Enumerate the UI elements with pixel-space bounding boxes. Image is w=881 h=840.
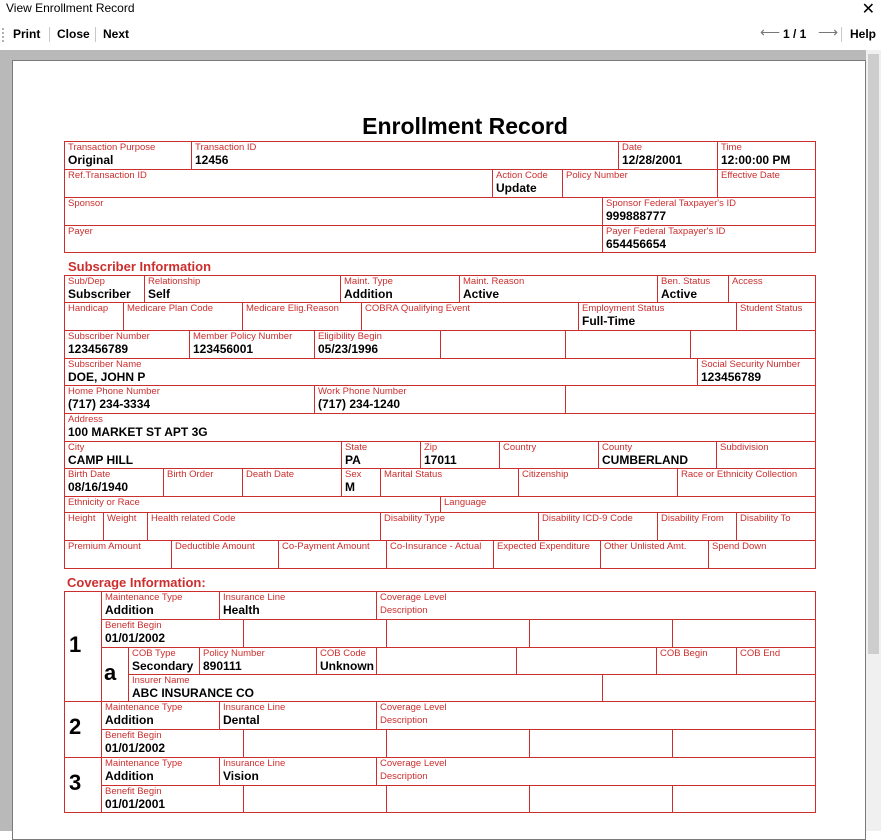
field-value: Active <box>661 287 698 301</box>
field-label: Birth Order <box>167 469 214 480</box>
member-policy-number-field <box>189 330 315 359</box>
field-value: CUMBERLAND <box>602 453 688 467</box>
field-label: Action Code <box>496 170 548 181</box>
field-value: Active <box>463 287 500 301</box>
field-label: Ben. Status <box>661 276 711 287</box>
subscriber-section-title: Subscriber Information <box>68 259 212 274</box>
window-title: View Enrollment Record <box>6 1 135 15</box>
field-label: Medicare Plan Code <box>127 303 214 314</box>
blank-field <box>529 729 673 758</box>
field-label: Sponsor <box>68 198 104 209</box>
field-value: 12:00:00 PM <box>721 153 791 167</box>
previous-page-icon[interactable]: ⟵ <box>760 24 781 40</box>
ben-status-field <box>657 275 729 303</box>
field-value: Addition <box>105 713 154 727</box>
health-code-field <box>147 512 381 541</box>
field-label: Citizenship <box>522 469 569 480</box>
field-label: Subscriber Name <box>68 359 142 370</box>
description-label: Description <box>380 715 428 726</box>
blank-field <box>672 619 816 648</box>
field-label: Coverage Level <box>380 702 447 713</box>
field-value: 17011 <box>424 453 457 467</box>
blank-field <box>565 385 816 414</box>
field-label: Marital Status <box>384 469 443 480</box>
medicare-plan-code-field <box>123 302 243 331</box>
close-button[interactable]: Close <box>57 27 90 41</box>
field-value: PA <box>345 453 361 467</box>
zip-field <box>420 441 500 469</box>
maintenance-type-field <box>101 757 220 786</box>
field-label: Social Security Number <box>701 359 801 370</box>
time-field <box>717 141 816 170</box>
city-field <box>64 441 342 469</box>
expected-expenditure-field <box>493 540 601 569</box>
field-value: Secondary <box>132 659 194 673</box>
field-label: COB Begin <box>660 648 708 659</box>
field-label: Employment Status <box>582 303 665 314</box>
disability-icd9-field <box>538 512 658 541</box>
benefit-begin-field <box>101 619 244 648</box>
field-label: Spend Down <box>712 541 767 552</box>
effective-date-field <box>717 169 816 198</box>
toolbar-separator <box>841 27 842 42</box>
payer-taxpayer-id-field <box>602 225 816 253</box>
eligibility-begin-field <box>314 330 441 359</box>
insurance-line-field <box>219 591 377 620</box>
field-value: Unknown <box>320 659 374 673</box>
field-label: COB Type <box>132 648 176 659</box>
field-label: Health related Code <box>151 513 236 524</box>
field-value: 01/01/2002 <box>105 631 166 645</box>
race-ethnicity-collection-field <box>677 468 816 497</box>
medicare-elig-reason-field <box>242 302 362 331</box>
payer-field <box>64 225 603 253</box>
field-label: Maint. Reason <box>463 276 525 287</box>
field-label: Zip <box>424 442 438 453</box>
state-field <box>341 441 421 469</box>
field-label: Transaction Purpose <box>68 142 156 153</box>
maintenance-type-field <box>101 591 220 620</box>
ethnicity-race-field <box>64 496 441 513</box>
blank-field <box>529 619 673 648</box>
field-label: Access <box>732 276 763 287</box>
field-label: Address <box>68 414 103 425</box>
maintenance-type-field <box>101 701 220 730</box>
field-value: CAMP HILL <box>68 453 134 467</box>
field-value: Update <box>496 181 537 195</box>
field-value: 100 MARKET ST APT 3G <box>68 425 208 439</box>
birth-order-field <box>163 468 243 497</box>
field-label: Premium Amount <box>68 541 141 552</box>
field-value: Health <box>223 603 260 617</box>
field-value: 01/01/2001 <box>105 797 166 811</box>
field-value: M <box>345 480 355 494</box>
cobra-event-field <box>361 302 579 331</box>
field-label: Sub/Dep <box>68 276 105 287</box>
language-field <box>440 496 816 513</box>
birth-date-field <box>64 468 164 497</box>
field-label: COB End <box>740 648 781 659</box>
field-label: Medicare Elig.Reason <box>246 303 339 314</box>
coverage-level-field <box>376 591 816 620</box>
cob-code-field <box>316 647 377 675</box>
blank-field <box>243 785 387 813</box>
field-label: Disability ICD-9 Code <box>542 513 633 524</box>
field-label: Home Phone Number <box>68 386 160 397</box>
field-value: ABC INSURANCE CO <box>132 686 255 700</box>
field-label: COB Code <box>320 648 366 659</box>
height-field <box>64 512 104 541</box>
coverage-level-field <box>376 757 816 786</box>
date-field <box>618 141 718 170</box>
field-value: (717) 234-1240 <box>318 397 401 411</box>
field-value: Subscriber <box>68 287 131 301</box>
insurance-line-field <box>219 757 377 786</box>
deductible-amount-field <box>171 540 279 569</box>
field-value: 123456001 <box>193 342 254 356</box>
field-label: Birth Date <box>68 469 111 480</box>
field-label: Weight <box>107 513 137 524</box>
field-label: Policy Number <box>203 648 265 659</box>
blank-field <box>386 785 530 813</box>
work-phone-field <box>314 385 566 414</box>
field-value: 05/23/1996 <box>318 342 379 356</box>
blank-field <box>516 647 657 675</box>
handicap-field <box>64 302 124 331</box>
other-unlisted-field <box>600 540 709 569</box>
blank-field <box>672 729 816 758</box>
field-label: Student Status <box>740 303 803 314</box>
field-label: Height <box>68 513 96 524</box>
field-value: Addition <box>105 603 154 617</box>
maint-reason-field <box>459 275 658 303</box>
field-label: Subscriber Number <box>68 331 150 342</box>
sponsor-field <box>64 197 603 226</box>
cob-letter: a <box>104 660 117 685</box>
coverage-section-title: Coverage Information: <box>67 575 206 590</box>
access-field <box>728 275 816 303</box>
field-label: Maintenance Type <box>105 592 183 603</box>
scrollbar-thumb[interactable] <box>868 54 879 654</box>
field-label: Disability Type <box>384 513 446 524</box>
ref-transaction-id-field <box>64 169 493 198</box>
sub-dep-field <box>64 275 145 303</box>
field-value: 12456 <box>195 153 229 167</box>
field-value: Dental <box>223 713 260 727</box>
field-label: Payer <box>68 226 93 237</box>
field-label: Subdivision <box>720 442 769 453</box>
field-label: Policy Number <box>566 170 628 181</box>
field-label: Relationship <box>148 276 201 287</box>
relationship-field <box>144 275 341 303</box>
field-label: Transaction ID <box>195 142 257 153</box>
field-label: Coverage Level <box>380 758 447 769</box>
field-label: Maintenance Type <box>105 702 183 713</box>
cob-type-field <box>128 647 200 675</box>
blank-field <box>672 785 816 813</box>
field-label: Language <box>444 497 487 508</box>
coverage-number: 1 <box>69 632 82 657</box>
field-value: (717) 234-3334 <box>68 397 151 411</box>
field-label: Effective Date <box>721 170 780 181</box>
field-value: 654456654 <box>606 237 667 251</box>
toolbar <box>0 22 881 48</box>
sex-field <box>341 468 381 497</box>
window-titlebar <box>0 0 881 20</box>
field-label: Insurance Line <box>223 758 286 769</box>
field-label: Race or Ethnicity Collection <box>681 469 798 480</box>
home-phone-field <box>64 385 315 414</box>
description-label: Description <box>380 605 428 616</box>
policy-number-field <box>562 169 718 198</box>
spend-down-field <box>708 540 816 569</box>
field-label: Time <box>721 142 742 153</box>
disability-type-field <box>380 512 539 541</box>
field-label: Benefit Begin <box>105 730 162 741</box>
field-value: Addition <box>344 287 393 301</box>
insurer-name-field <box>128 674 603 702</box>
toolbar-grip[interactable] <box>2 28 4 42</box>
field-label: Work Phone Number <box>318 386 407 397</box>
field-value: 890111 <box>203 659 242 673</box>
record-title: Enrollment Record <box>362 113 568 139</box>
insurance-line-field <box>219 701 377 730</box>
cob-policy-number-field <box>199 647 317 675</box>
field-label: Coverage Level <box>380 592 447 603</box>
blank-field <box>440 330 566 359</box>
citizenship-field <box>518 468 678 497</box>
subscriber-number-field <box>64 330 190 359</box>
address-field <box>64 413 816 442</box>
description-label: Description <box>380 771 428 782</box>
field-value: 999888777 <box>606 209 667 223</box>
field-label: Benefit Begin <box>105 786 162 797</box>
cob-end-field <box>736 647 816 675</box>
blank-field <box>243 619 387 648</box>
field-value: Full-Time <box>582 314 636 328</box>
field-value: Original <box>68 153 114 167</box>
coinsurance-actual-field <box>386 540 494 569</box>
field-label: Insurer Name <box>132 675 190 686</box>
field-label: State <box>345 442 368 453</box>
print-button[interactable]: Print <box>13 27 41 41</box>
field-label: Death Date <box>246 469 295 480</box>
transaction-id-field <box>191 141 619 170</box>
field-value: 01/01/2002 <box>105 741 166 755</box>
field-value: 123456789 <box>701 370 762 384</box>
blank-field <box>386 729 530 758</box>
field-value: 08/16/1940 <box>68 480 129 494</box>
field-label: Insurance Line <box>223 702 286 713</box>
blank-field <box>565 330 691 359</box>
field-label: Deductible Amount <box>175 541 255 552</box>
field-label: Insurance Line <box>223 592 286 603</box>
field-value: DOE, JOHN P <box>68 370 146 384</box>
field-label: Expected Expenditure <box>497 541 590 552</box>
field-label: Date <box>622 142 643 153</box>
blank-field <box>690 330 816 359</box>
field-label: Member Policy Number <box>193 331 293 342</box>
vertical-scrollbar[interactable] <box>866 50 881 831</box>
field-label: County <box>602 442 633 453</box>
field-label: Ethnicity or Race <box>68 497 140 508</box>
toolbar-separator <box>49 27 50 42</box>
student-status-field <box>736 302 816 331</box>
field-value: Vision <box>223 769 259 783</box>
field-value: 123456789 <box>68 342 129 356</box>
sponsor-taxpayer-id-field <box>602 197 816 226</box>
premium-amount-field <box>64 540 172 569</box>
disability-to-field <box>736 512 816 541</box>
country-field <box>499 441 599 469</box>
coverage-level-field <box>376 701 816 730</box>
field-label: Ref.Transaction ID <box>68 170 147 181</box>
county-field <box>598 441 717 469</box>
field-label: Co-Payment Amount <box>282 541 370 552</box>
ssn-field <box>697 358 816 386</box>
field-label: Benefit Begin <box>105 620 162 631</box>
next-page-icon[interactable]: ⟶ <box>818 24 839 40</box>
field-label: Disability From <box>661 513 724 524</box>
field-label: Maint. Type <box>344 276 393 287</box>
field-label: Sponsor Federal Taxpayer's ID <box>606 198 736 209</box>
field-label: Sex <box>345 469 362 480</box>
subdivision-field <box>716 441 816 469</box>
disability-from-field <box>657 512 737 541</box>
blank-field <box>386 619 530 648</box>
field-value: Addition <box>105 769 154 783</box>
field-label: Disability To <box>740 513 791 524</box>
field-label: City <box>68 442 85 453</box>
coverage-number: 3 <box>69 770 82 795</box>
subscriber-name-field <box>64 358 698 386</box>
benefit-begin-field <box>101 785 244 813</box>
toolbar-separator <box>95 27 96 42</box>
next-button[interactable]: Next <box>103 27 130 41</box>
death-date-field <box>242 468 342 497</box>
blank-field <box>376 647 517 675</box>
cob-begin-field <box>656 647 737 675</box>
field-value: 12/28/2001 <box>622 153 683 167</box>
page-indicator: 1 / 1 <box>783 27 807 41</box>
field-label: Other Unlisted Amt. <box>604 541 687 552</box>
help-button[interactable]: Help <box>850 27 877 41</box>
field-label: Payer Federal Taxpayer's ID <box>606 226 726 237</box>
field-label: Maintenance Type <box>105 758 183 769</box>
marital-status-field <box>380 468 519 497</box>
benefit-begin-field <box>101 729 244 758</box>
field-label: Co-Insurance - Actual <box>390 541 482 552</box>
field-label: Eligibility Begin <box>318 331 382 342</box>
blank-field <box>602 674 816 702</box>
field-value: Self <box>148 287 171 301</box>
field-label: Handicap <box>68 303 109 314</box>
employment-status-field <box>578 302 737 331</box>
weight-field <box>103 512 148 541</box>
field-label: Country <box>503 442 537 453</box>
transaction-purpose-field <box>64 141 192 170</box>
blank-field <box>243 729 387 758</box>
maint-type-field <box>340 275 460 303</box>
field-label: COBRA Qualifying Event <box>365 303 471 314</box>
action-code-field <box>492 169 563 198</box>
blank-field <box>529 785 673 813</box>
close-window-icon[interactable]: ✕ <box>861 1 875 18</box>
copayment-amount-field <box>278 540 387 569</box>
coverage-number: 2 <box>69 714 82 739</box>
